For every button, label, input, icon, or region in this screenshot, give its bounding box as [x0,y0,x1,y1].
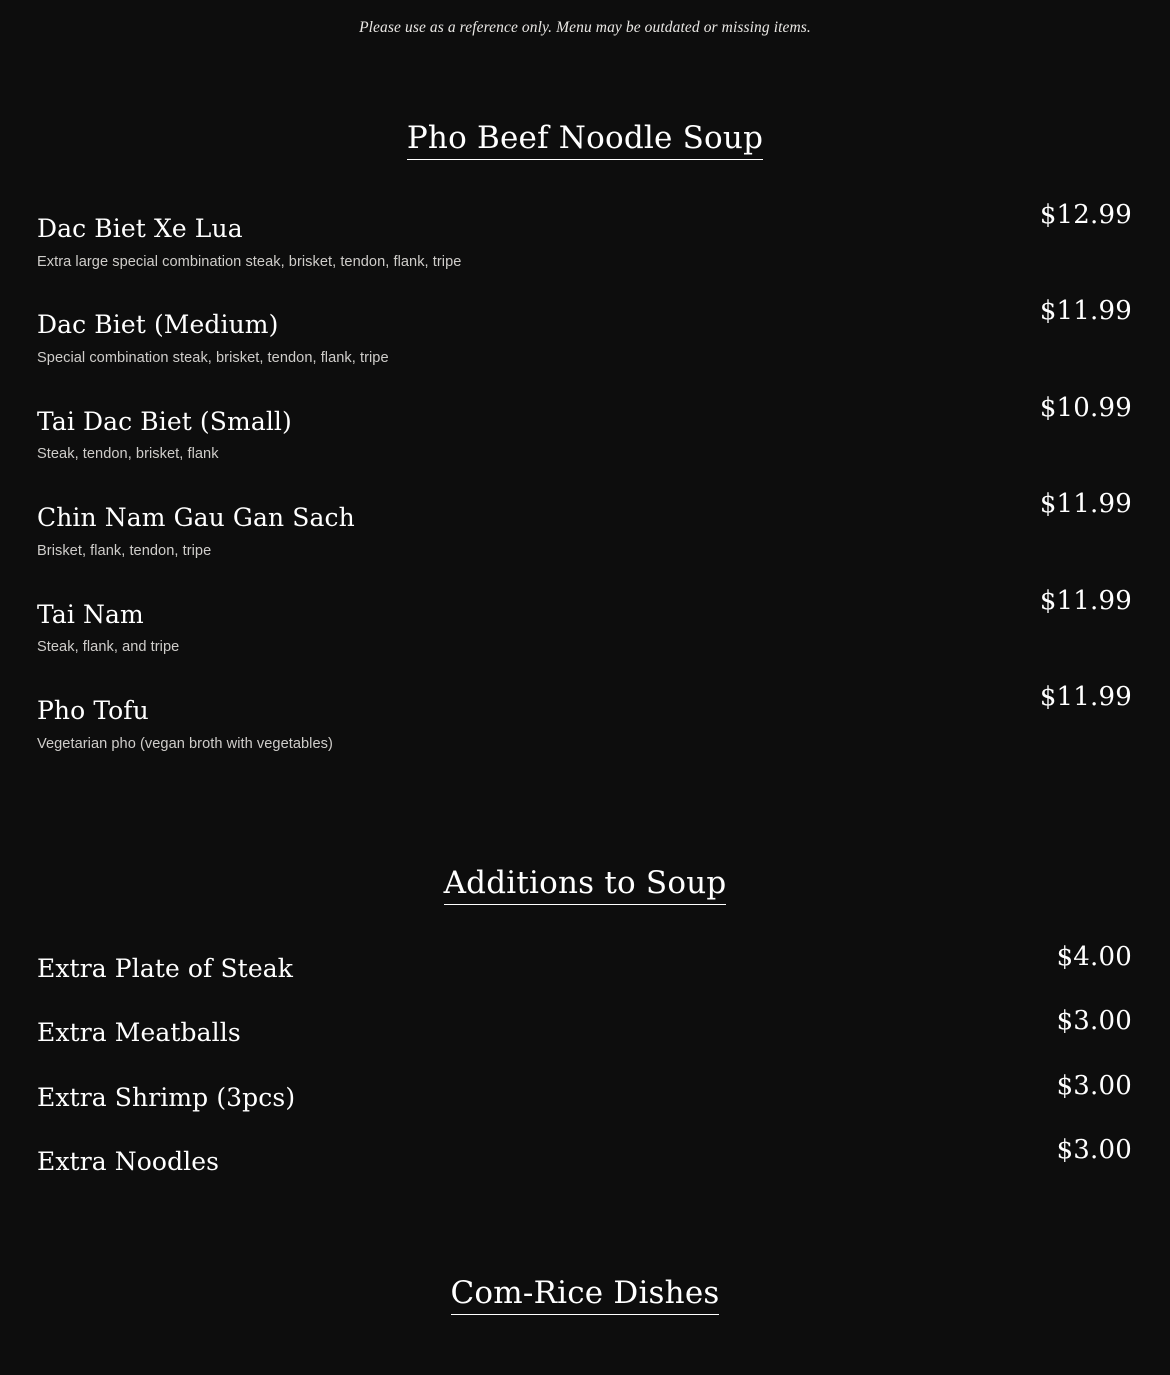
menu-item[interactable] [0,941,1170,984]
menu-section-com-rice-dishes [0,1275,1170,1315]
menu-item[interactable] [0,489,1170,560]
menu-item[interactable] [0,1006,1170,1048]
menu-item[interactable] [0,682,1170,753]
menu-item-description: Extra large special combination steak, brisket, tendon, flank, tripe [37,253,462,270]
menu-item[interactable] [0,1070,1170,1113]
menu-item-name: Dac Biet Xe Lua [37,214,243,243]
menu-item-name: Tai Nam [37,599,144,629]
menu-section-pho-beef-noodle-soup [0,120,1170,754]
section-title-text: Additions to Soup [444,865,727,905]
menu-item-price: $12.99 [1039,200,1132,230]
menu-item-price: $11.99 [1039,296,1132,327]
menu-item-price: $3.00 [1056,1070,1132,1101]
menu-item-name: Extra Noodles [37,1147,220,1177]
menu-item[interactable] [0,585,1170,657]
menu-item[interactable] [0,296,1170,367]
menu-item-description: Steak, tendon, brisket, flank [37,446,219,463]
menu-item-description: Special combination steak, brisket, tendon, flank, tripe [37,349,389,366]
menu-item-name: Dac Biet (Medium) [37,310,279,340]
menu-item-price: $11.99 [1039,489,1132,520]
section-title [0,865,1170,905]
menu-disclaimer: Please use as a reference only. Menu may be outdated or missing items. [359,19,811,36]
menu-item-price: $4.00 [1056,941,1132,972]
menu-item[interactable] [0,1135,1170,1177]
menu-item-name: Chin Nam Gau Gan Sach [37,503,355,533]
menu-item-name: Pho Tofu [37,696,149,726]
menu-item[interactable] [0,392,1170,464]
menu-item-description: Brisket, flank, tendon, tripe [37,542,212,559]
menu-item-name: Extra Meatballs [37,1018,241,1048]
menu-item-name: Extra Shrimp (3pcs) [37,1082,296,1112]
menu-item-description: Steak, flank, and tripe [37,639,180,656]
menu-item-list [0,905,1170,1177]
menu-item-name: Tai Dac Biet (Small) [37,406,292,436]
menu-section-additions-to-soup [0,865,1170,1177]
menu-item-list [0,160,1170,754]
section-title [0,1275,1170,1315]
menu-item[interactable] [0,200,1170,271]
menu-item-description: Vegetarian pho (vegan broth with vegetables) [37,735,333,752]
menu-item-price: $3.00 [1056,1135,1132,1166]
section-title-text: Pho Beef Noodle Soup [407,120,763,160]
menu-item-price: $3.00 [1056,1006,1132,1037]
menu-item-price: $10.99 [1039,392,1132,423]
menu-item-name: Extra Plate of Steak [37,953,293,983]
section-title-text: Com-Rice Dishes [451,1275,720,1315]
menu-item-price: $11.99 [1039,585,1132,616]
menu-item-price: $11.99 [1039,682,1132,713]
section-title [0,120,1170,160]
